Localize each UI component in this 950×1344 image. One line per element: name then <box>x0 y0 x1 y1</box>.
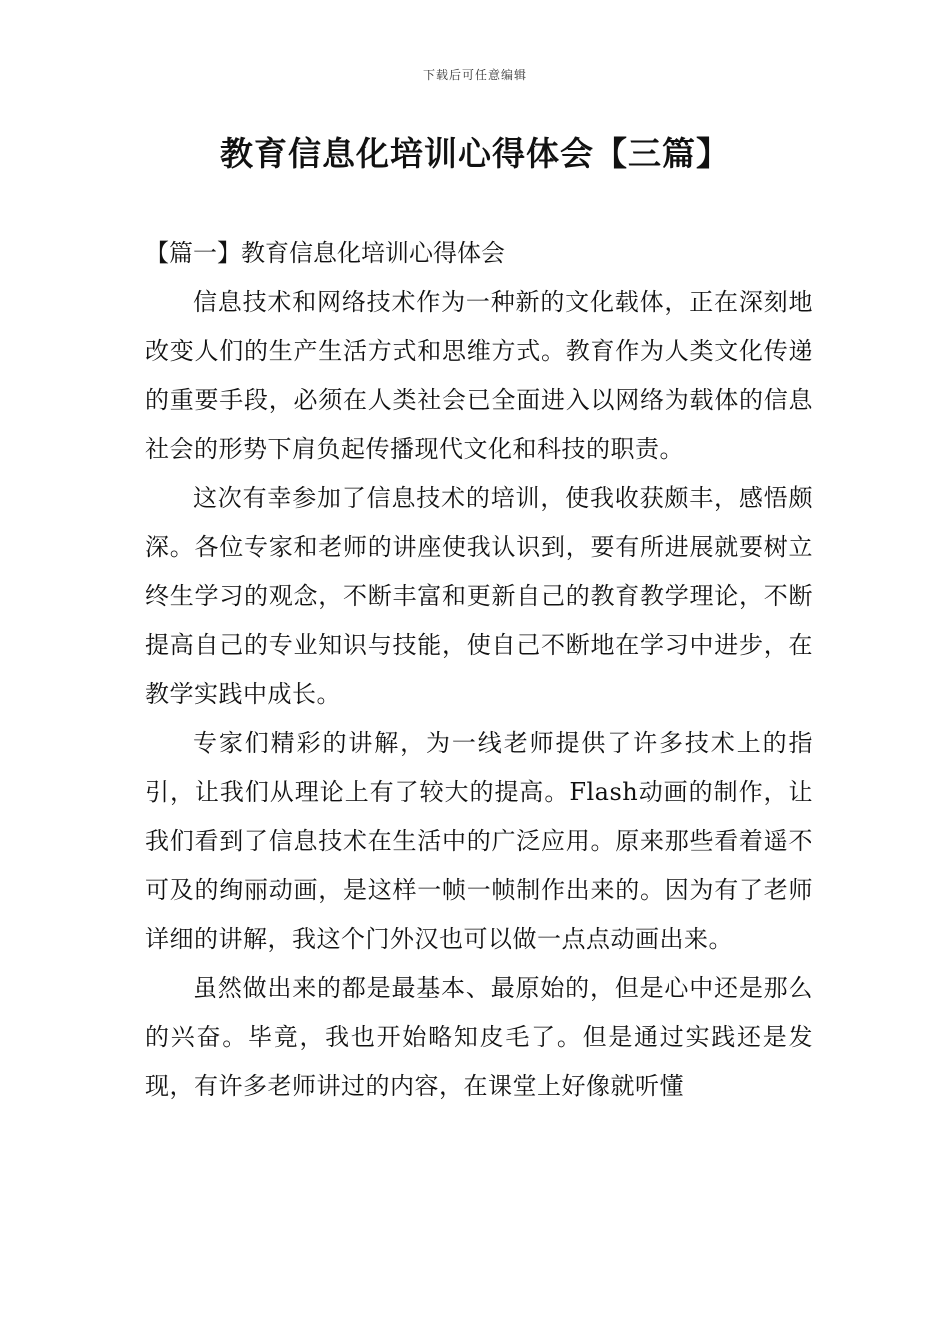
section-heading: 【篇一】教育信息化培训心得体会 <box>145 239 505 267</box>
paragraph-2: 这次有幸参加了信息技术的培训，使我收获颇丰，感悟颇深。各位专家和老师的讲座使我认识到，要有所进展就要树立终生学习的观念，不断丰富和更新自己的教育教学理论，不断提高自己的专业知识与技能，使自己不断地在学习中进步，在教学实践中成长。 <box>145 484 813 708</box>
document-body <box>145 229 813 1111</box>
document-title: 教育信息化培训心得体会【三篇】 <box>220 134 730 173</box>
header-note: 下载后可任意编辑 <box>422 68 527 82</box>
paragraph-3: 专家们精彩的讲解，为一线老师提供了许多技术上的指引，让我们从理论上有了较大的提高。Flash动画的制作，让我们看到了信息技术在生活中的广泛应用。原来那些看着遥不可及的绚丽动画，是这样一帧一帧制作出来的。因为有了老师详细的讲解，我这个门外汉也可以做一点点动画出来。 <box>145 729 813 953</box>
paragraph-1: 信息技术和网络技术作为一种新的文化载体，正在深刻地改变人们的生产生活方式和思维方式。教育作为人类文化传递的重要手段，必须在人类社会已全面进入以网络为载体的信息社会的形势下肩负起传播现代文化和科技的职责。 <box>145 288 813 463</box>
paragraph-4: 虽然做出来的都是最基本、最原始的，但是心中还是那么的兴奋。毕竟，我也开始略知皮毛了。但是通过实践还是发现，有许多老师讲过的内容，在课堂上好像就听懂 <box>145 974 813 1100</box>
